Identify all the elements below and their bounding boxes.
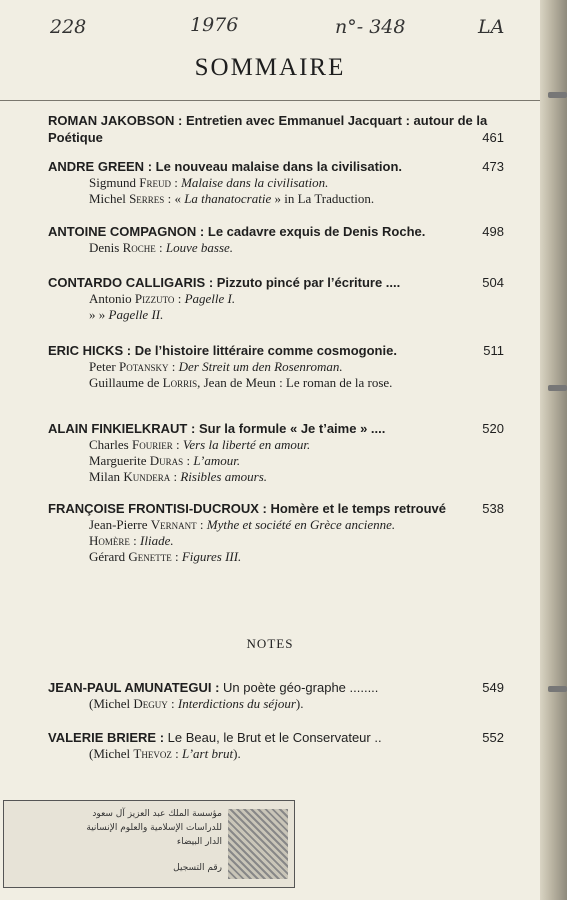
entry-page: 504: [482, 275, 504, 290]
entry-page: 552: [482, 730, 504, 745]
entry-reference: Gérard Genette : Figures III.: [89, 549, 242, 564]
notes-heading: NOTES: [246, 636, 294, 651]
entry-author: ERIC HICKS: [48, 343, 124, 358]
entry-author: VALERIE BRIERE: [48, 730, 157, 745]
entry-heading: CONTARDO CALLIGARIS : Pizzuto pincé par l’écriture .... 504: [48, 275, 504, 290]
toc-entry: [48, 342, 504, 391]
entry-heading: ROMAN JAKOBSON : Entretien avec Emmanuel Jacquart : autour de la Poétique 461: [48, 113, 504, 145]
entry-author: FRANÇOISE FRONTISI-DUCROUX: [48, 501, 259, 516]
entry-title: Un poète géo-graphe ........: [223, 680, 379, 695]
entry-author: ANDRE GREEN: [48, 159, 145, 174]
entry-page: 549: [482, 680, 504, 695]
entry-heading: JEAN-PAUL AMUNATEGUI : Un poète géo-graphe ........ 549: [48, 680, 504, 695]
entry-reference: (Michel Thevoz : L’art brut).: [89, 746, 241, 761]
entry-reference: Marguerite Duras : L’amour.: [89, 453, 241, 468]
handwritten-year: 1976: [190, 14, 239, 36]
entry-author: CONTARDO CALLIGARIS: [48, 275, 206, 290]
entry-title: Le cadavre exquis de Denis Roche.: [207, 224, 426, 239]
entry-heading: VALERIE BRIERE : Le Beau, le Brut et le Conservateur .. 552: [48, 730, 504, 745]
toc-entry: [48, 679, 504, 712]
binding-staple: [548, 92, 567, 98]
entry-reference: Guillaume de Lorris, Jean de Meun : Le roman de la rose.: [89, 375, 393, 390]
library-stamp: [3, 800, 295, 888]
entry-reference: Homère : Iliade.: [89, 533, 174, 548]
toc-entry: [48, 274, 504, 323]
toc-entry: [48, 223, 504, 256]
entry-reference: Denis Roche : Louve basse.: [89, 240, 234, 255]
entry-page: 520: [482, 421, 504, 436]
entry-reference: Milan Kundera : Risibles amours.: [89, 469, 267, 484]
entry-heading: ANDRE GREEN : Le nouveau malaise dans la civilisation. 473: [48, 159, 504, 174]
entry-author: ALAIN FINKIELKRAUT: [48, 421, 188, 436]
entry-heading: ANTOINE COMPAGNON : Le cadavre exquis de Denis Roche. 498: [48, 224, 504, 239]
page-title: SOMMAIRE: [194, 54, 346, 81]
binding-staple: [548, 686, 567, 692]
stamp-photo: [228, 809, 288, 879]
entry-page: 498: [482, 224, 504, 239]
stamp-text: مؤسسة الملك عبد العزيز آل سعود للدراسات الإسلامية والعلوم الإنسانية الدار البيضاء رقم التسجيل: [86, 809, 222, 873]
entry-title: Homère et le temps retrouvé: [270, 501, 447, 516]
toc-entry: [48, 112, 504, 146]
entry-author: ANTOINE COMPAGNON: [48, 224, 197, 239]
entry-page: 461: [482, 130, 504, 145]
entry-title: De l’histoire littéraire comme cosmogonie.: [134, 343, 397, 358]
entry-page: 473: [482, 159, 504, 174]
entry-reference: (Michel Deguy : Interdictions du séjour).: [89, 696, 304, 711]
entry-reference: Sigmund Freud : Malaise dans la civilisation.: [89, 175, 329, 190]
entry-title: Le nouveau malaise dans la civilisation.: [155, 159, 403, 174]
entry-title: Entretien avec Emmanuel Jacquart : autour de la Poétique: [48, 113, 488, 145]
entry-reference: » » Pagelle II.: [89, 307, 164, 322]
entry-reference: Charles Fourier : Vers la liberté en amour.: [89, 437, 311, 452]
toc-entry: [48, 500, 504, 565]
entry-author: JEAN-PAUL AMUNATEGUI: [48, 680, 212, 695]
entry-page: 538: [482, 501, 504, 516]
handwritten-issue: n°- 348: [335, 16, 406, 38]
entry-reference: Jean-Pierre Vernant : Mythe et société en Grèce ancienne.: [89, 517, 396, 532]
toc-entry: [48, 420, 504, 485]
entry-reference: Peter Potansky : Der Streit um den Rosenroman.: [89, 359, 343, 374]
entry-reference: Antonio Pizzuto : Pagelle I.: [89, 291, 236, 306]
entry-heading: FRANÇOISE FRONTISI-DUCROUX : Homère et le temps retrouvé 538: [48, 501, 504, 516]
entry-heading: ERIC HICKS : De l’histoire littéraire comme cosmogonie. 511: [48, 343, 504, 358]
title-rule: [0, 100, 540, 101]
toc-entry: [48, 729, 504, 762]
toc-entry: [48, 158, 504, 207]
entry-title: Le Beau, le Brut et le Conservateur ..: [167, 730, 382, 745]
book-binding: [540, 0, 567, 900]
entry-heading: ALAIN FINKIELKRAUT : Sur la formule « Je t’aime » .... 520: [48, 421, 504, 436]
entry-title: Sur la formule « Je t’aime » ....: [198, 421, 386, 436]
entry-reference: Michel Serres : « La thanatocratie » in La Traduction.: [89, 191, 375, 206]
entry-title: Pizzuto pincé par l’écriture ....: [216, 275, 401, 290]
handwritten-number: 228: [50, 16, 87, 38]
handwritten-initials: LA: [478, 16, 505, 38]
entry-author: ROMAN JAKOBSON: [48, 113, 175, 128]
binding-staple: [548, 385, 567, 391]
entry-page: 511: [483, 343, 504, 358]
